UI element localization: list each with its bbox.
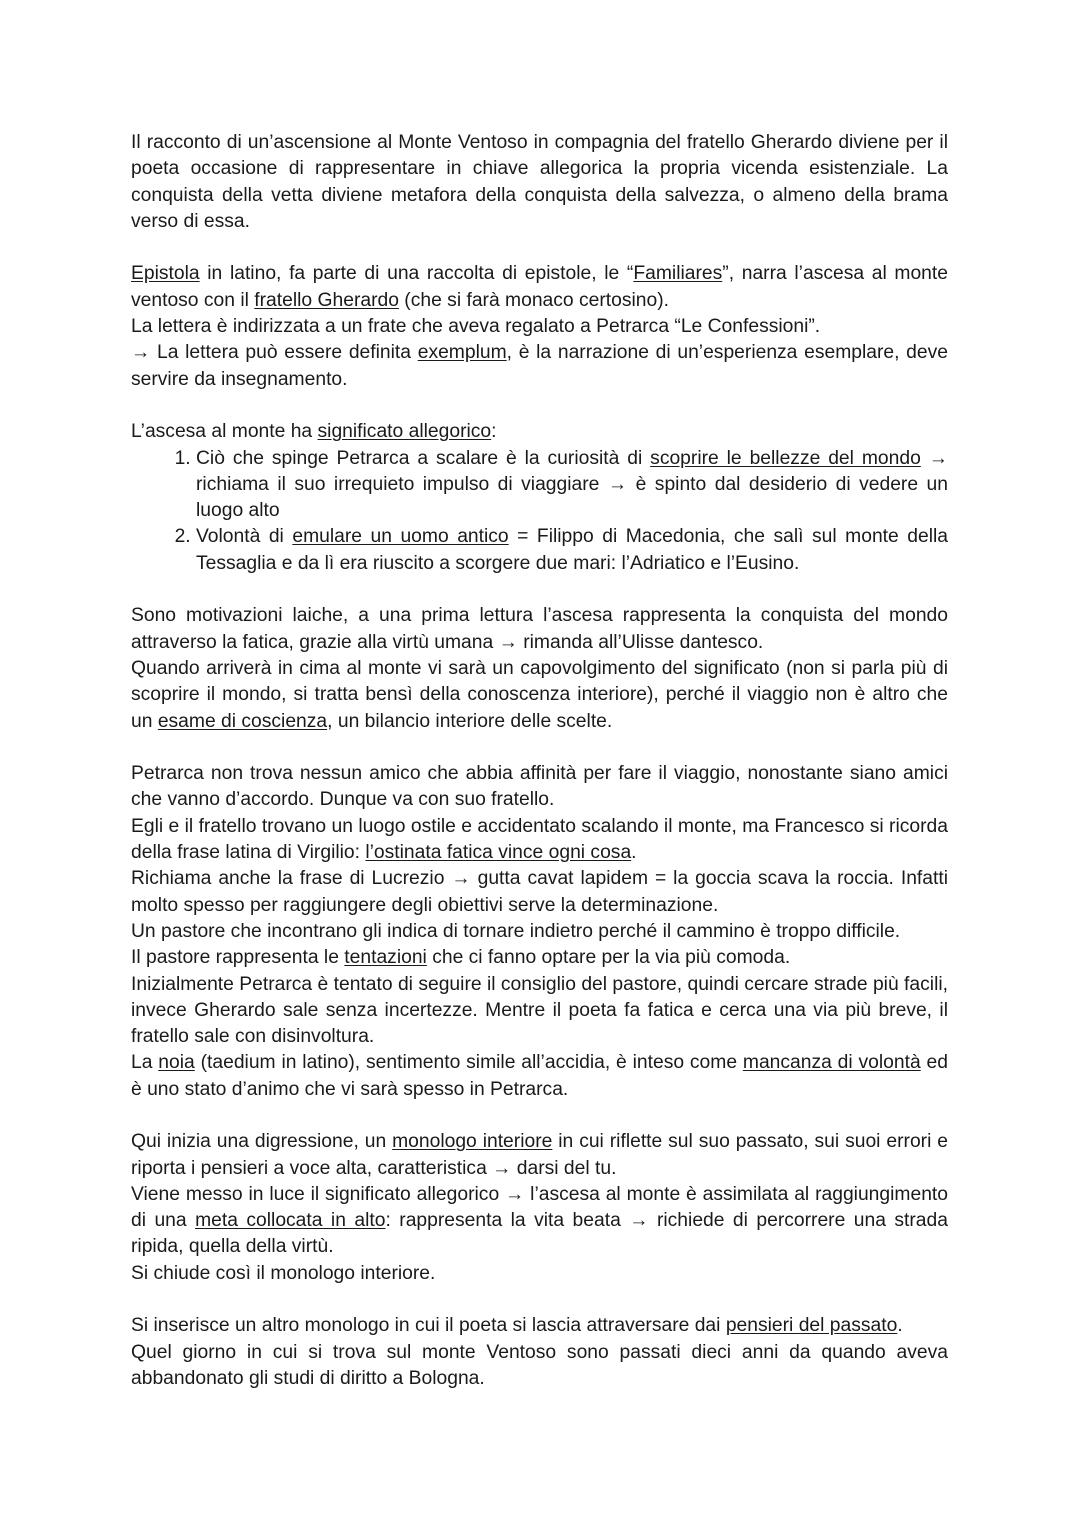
chiusura-line: Si chiude così il monologo interiore. — [131, 1262, 436, 1284]
altro-monologo-line: Si inserisce un altro monologo in cui il poeta si lascia attraversare dai pensieri del passato. — [131, 1315, 903, 1337]
list-item: 1. Ciò che spinge Petrarca a scalare è la curiosità di scoprire le bellezze del mondo → richiama il suo irrequieto impulso di viaggiare → è spinto dal desiderio di vedere un luogo alto — [196, 446, 948, 525]
capovolgimento-line: Quando arriverà in cima al monte vi sarà un capovolgimento del significato (non si parla più di scoprire il mondo, si tratta bensì della conoscenza interiore), perché il viaggio non è altro che un esame di coscienza, un bilancio interiore delle scelte. — [131, 657, 948, 732]
pastore-line: Un pastore che incontrano gli indica di tornare indietro perché il cammino è troppo difficile. — [131, 920, 901, 942]
term-emulare-uomo-antico: emulare un uomo antico — [292, 526, 509, 548]
section-viaggio — [131, 761, 948, 1103]
motivazioni-line: Sono motivazioni laiche, a una prima lettura l’ascesa rappresenta la conquista del mondo attraverso la fatica, grazie alla virtù umana → rimanda all’Ulisse dantesco. — [131, 605, 948, 653]
section-monologo — [131, 1129, 948, 1287]
term-fratello-gherardo: fratello Gherardo — [254, 289, 399, 311]
term-exemplum: exemplum — [417, 342, 507, 364]
term-scoprire-bellezze: scoprire le bellezze del mondo — [650, 447, 921, 469]
exemplum-line: → La lettera può essere definita exemplum, è la narrazione di un’esperienza esemplare, deve servire da insegnamento. — [131, 342, 948, 390]
noia-line: La noia (taedium in latino), sentimento simile all’accidia, è inteso come mancanza di volontà ed è uno stato d’animo che vi sarà spesso in Petrarca. — [131, 1052, 948, 1100]
meta-line: Viene messo in luce il significato allegorico → l’ascesa al monte è assimilata al raggiungimento di una meta collocata in alto: rappresenta la vita beata → richiede di percorrere una strada ripida, quella della virtù. — [131, 1183, 948, 1258]
lucrezio-line: Richiama anche la frase di Lucrezio → gutta cavat lapidem = la goccia scava la roccia. Infatti molto spesso per raggiungere degli obiettivi serve la determinazione. — [131, 868, 948, 916]
term-noia: noia — [158, 1052, 195, 1074]
term-mancanza-volonta: mancanza di volontà — [742, 1052, 921, 1074]
term-familiares: Familiares — [633, 263, 723, 285]
term-esame-coscienza: esame di coscienza — [157, 710, 328, 732]
bologna-line: Quel giorno in cui si trova sul monte Ventoso sono passati dieci anni da quando aveva abbandonato gli studi di diritto a Bologna. — [131, 1341, 948, 1389]
list-item: 2. Volontà di emulare un uomo antico = Filippo di Macedonia, che salì sul monte della Tessaglia e da lì era riuscito a scorgere due mari: l’Adriatico e l’Eusino. — [196, 524, 948, 577]
section-passato — [131, 1313, 948, 1392]
term-ostinata-fatica: l’ostinata fatica vince ogni cosa — [365, 842, 632, 864]
amico-line: Petrarca non trova nessun amico che abbia affinità per fare il viaggio, nonostante siano amici che vanno d’accordo. Dunque va con suo fratello. — [131, 763, 948, 811]
term-monologo-interiore: monologo interiore — [392, 1131, 553, 1153]
term-tentazioni: tentazioni — [344, 947, 427, 969]
term-pensieri-passato: pensieri del passato — [725, 1315, 898, 1337]
gherardo-line: Inizialmente Petrarca è tentato di seguire il consiglio del pastore, quindi cercare strade più facili, invece Gherardo sale senza incertezze. Mentre il poeta fa fatica e cerca una via più breve, il fratello sale con disinvoltura. — [131, 973, 948, 1048]
motivations-list — [131, 446, 948, 577]
term-meta-collocata: meta collocata in alto — [195, 1210, 386, 1232]
allegorico-intro: L’ascesa al monte ha significato allegorico: — [131, 421, 497, 443]
section-epistola — [131, 261, 948, 392]
term-epistola: Epistola — [131, 263, 200, 285]
epistola-line: Epistola in latino, fa parte di una raccolta di epistole, le “Familiares”, narra l’ascesa al monte ventoso con il fratello Gherardo (che si farà monaco certosino). — [131, 263, 948, 311]
lettera-line: La lettera è indirizzata a un frate che aveva regalato a Petrarca “Le Confessioni”. — [131, 316, 821, 338]
tentazioni-line: Il pastore rappresenta le tentazioni che ci fanno optare per la via più comoda. — [131, 947, 791, 969]
paragraph-intro: Il racconto di un’ascensione al Monte Ventoso in compagnia del fratello Gherardo diviene per il poeta occasione di rappresentare in chiave allegorica la propria vicenda esistenziale. La conquista della vetta diviene metafora della conquista della salvezza, o almeno della brama verso di essa. — [131, 132, 948, 232]
section-motivazioni-laiche — [131, 603, 948, 734]
term-significato-allegorico: significato allegorico — [317, 421, 492, 443]
digressione-line: Qui inizia una digressione, un monologo interiore in cui riflette sul suo passato, sui suoi errori e riporta i pensieri a voce alta, caratteristica → darsi del tu. — [131, 1131, 949, 1179]
virgilio-line: Egli e il fratello trovano un luogo ostile e accidentato scalando il monte, ma Francesco si ricorda della frase latina di Virgilio: l’ostinata fatica vince ogni cosa. — [131, 815, 948, 864]
section-significato-allegorico — [131, 419, 948, 577]
